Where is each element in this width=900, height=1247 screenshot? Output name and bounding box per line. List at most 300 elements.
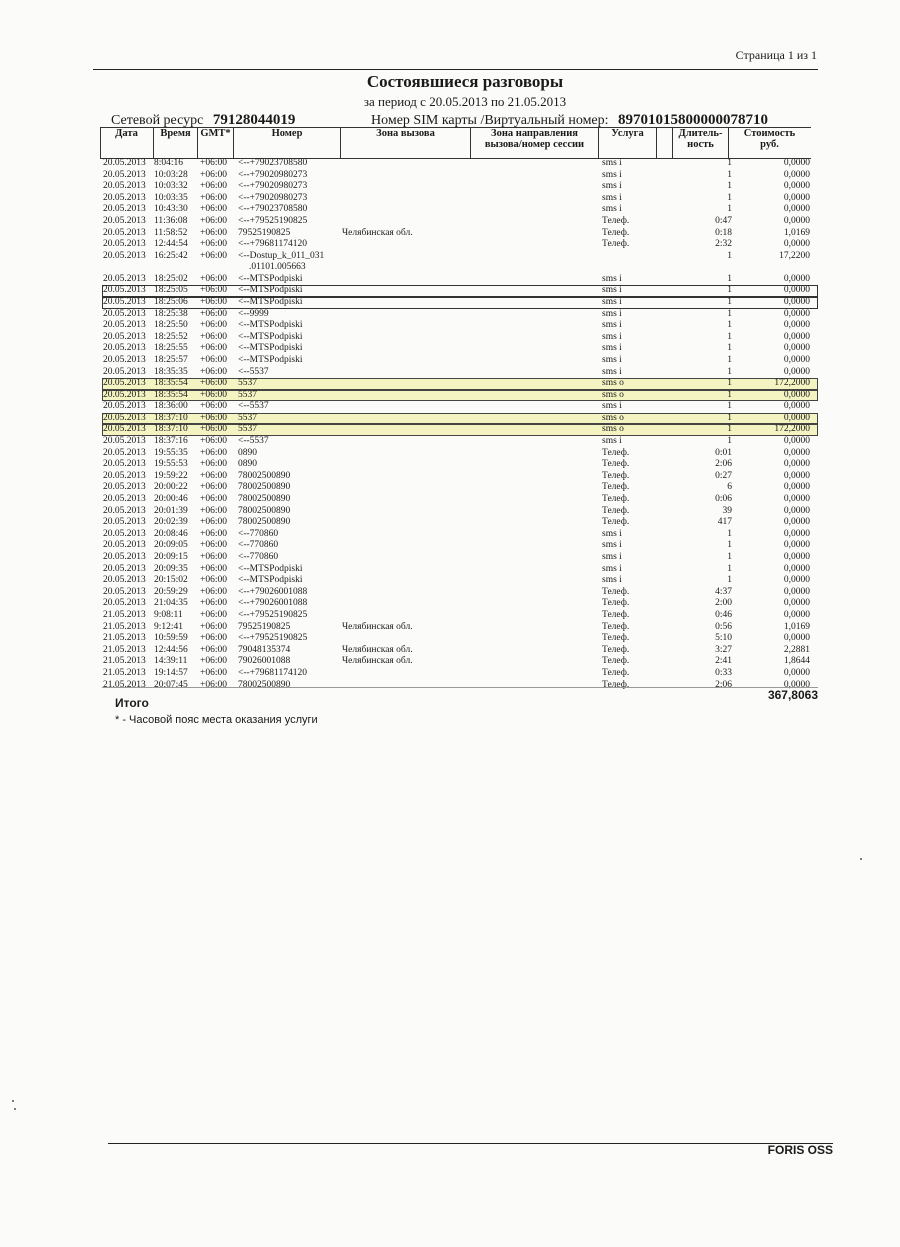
cell-number: 5537 — [238, 412, 257, 423]
col-duration-header — [673, 128, 728, 156]
cell-time: 9:12:41 — [154, 621, 184, 632]
cell-cost: 0,0000 — [783, 320, 810, 331]
cell-service: Телеф. — [602, 633, 630, 644]
cell-duration: 1 — [727, 320, 732, 331]
cell-date: 20.05.2013 — [103, 552, 146, 562]
cell-gmt: +06:00 — [200, 644, 227, 655]
cell-date: 20.05.2013 — [103, 528, 146, 539]
cell-time: 18:25:57 — [154, 354, 188, 365]
cell-service: sms i — [602, 192, 622, 203]
table-row — [102, 216, 818, 228]
col-duration-header-line1: Длитель- — [678, 128, 723, 139]
table-row — [102, 424, 818, 436]
cell-gmt: +06:00 — [200, 215, 227, 226]
cell-date: 20.05.2013 — [103, 273, 146, 284]
page-number: Страница 1 из 1 — [735, 48, 817, 62]
table-row — [102, 506, 818, 518]
cell-cost: 0,0000 — [783, 447, 810, 458]
cell-number: <--5537 — [238, 436, 269, 447]
cell-service: Телеф. — [602, 505, 630, 516]
cell-date: 20.05.2013 — [103, 494, 146, 505]
cell-gmt: +06:00 — [200, 378, 227, 389]
table-row — [102, 285, 818, 297]
col-direction-header — [471, 128, 598, 156]
cell-number: <--+79026001088 — [238, 598, 308, 609]
cell-number: <--MTSPodpiski — [238, 331, 303, 342]
cell-duration: 1 — [727, 389, 732, 400]
cell-duration: 1 — [727, 181, 732, 192]
scan-speck — [12, 1100, 14, 1102]
cell-number: <--770860 — [238, 528, 279, 539]
cell-number: <--+79023708580 — [238, 204, 308, 215]
cell-cost: 0,0000 — [783, 296, 810, 307]
cell-time: 14:39:11 — [154, 656, 188, 667]
cell-number: 0890 — [238, 459, 257, 470]
cell-duration: 1 — [727, 204, 732, 215]
cell-number: <--+79525190825 — [238, 609, 308, 620]
cell-gmt: +06:00 — [200, 528, 227, 539]
cell-number: <--MTSPodpiski — [238, 354, 303, 365]
cell-cost: 0,0000 — [783, 540, 810, 551]
cell-gmt: +06:00 — [200, 656, 227, 667]
cell-service: Телеф. — [602, 609, 630, 620]
cell-date: 21.05.2013 — [103, 667, 146, 678]
cell-gmt: +06:00 — [200, 609, 227, 620]
cell-cost: 0,0000 — [783, 667, 810, 678]
cell-gmt: +06:00 — [200, 494, 227, 505]
cell-gmt: +06:00 — [200, 667, 227, 678]
cell-duration: 2:06 — [715, 459, 732, 470]
cell-duration: 0:47 — [715, 215, 732, 226]
cell-duration: 2:06 — [715, 679, 732, 690]
cell-date: 20.05.2013 — [103, 308, 146, 319]
cell-cost: 172,2000 — [774, 424, 810, 435]
total-divider — [102, 687, 818, 688]
table-row — [102, 471, 818, 483]
cell-number: <--MTSPodpiski — [238, 343, 303, 354]
table-row — [102, 170, 818, 182]
cell-cost: 0,0000 — [783, 633, 810, 644]
cell-duration: 1 — [727, 552, 732, 562]
scan-speck — [14, 1108, 16, 1110]
cell-date: 20.05.2013 — [103, 575, 146, 586]
cell-number: <--+79026001088 — [238, 586, 308, 597]
cell-service: Телеф. — [602, 598, 630, 609]
cell-time: 18:36:00 — [154, 401, 188, 412]
cell-cost: 1,8644 — [783, 656, 810, 667]
cell-cost: 0,0000 — [783, 192, 810, 203]
table-row — [102, 517, 818, 529]
cell-number: 5537 — [238, 389, 257, 400]
cell-zone: Челябинская обл. — [342, 621, 413, 632]
cell-time: 12:44:54 — [154, 239, 188, 250]
cell-service: sms i — [602, 331, 622, 342]
cell-time: 18:25:50 — [154, 320, 188, 331]
cell-date: 20.05.2013 — [103, 239, 146, 250]
table-row — [102, 529, 818, 541]
cell-zone: Челябинская обл. — [342, 227, 413, 238]
cell-number: 78002500890 — [238, 482, 291, 493]
cell-service: sms i — [602, 204, 622, 215]
sim-value: 89701015800000078710 — [618, 112, 769, 128]
cell-service: Телеф. — [602, 470, 630, 481]
cell-date: 20.05.2013 — [103, 424, 146, 435]
cell-gmt: +06:00 — [200, 563, 227, 574]
cell-date: 20.05.2013 — [103, 331, 146, 342]
table-row — [102, 436, 818, 448]
cell-number: 78002500890 — [238, 470, 291, 481]
cell-duration: 1 — [727, 331, 732, 342]
cell-time: 20:59:29 — [154, 586, 188, 597]
total-value: 367,8063 — [767, 688, 818, 702]
cell-service: sms i — [602, 308, 622, 319]
table-row — [102, 645, 818, 657]
cell-time: 18:25:38 — [154, 308, 188, 319]
table-row — [102, 204, 818, 216]
cell-duration: 2:00 — [715, 598, 732, 609]
cell-duration: 0:27 — [715, 470, 732, 481]
cell-gmt: +06:00 — [200, 540, 227, 551]
cell-cost: 0,0000 — [783, 285, 810, 296]
top-divider — [93, 69, 818, 70]
cell-cost: 0,0000 — [783, 331, 810, 342]
cell-service: sms i — [602, 343, 622, 354]
cell-service: sms i — [602, 436, 622, 447]
cell-number: <--5537 — [238, 366, 269, 377]
cell-gmt: +06:00 — [200, 343, 227, 354]
cell-gmt: +06:00 — [200, 204, 227, 215]
cell-cost: 0,0000 — [783, 494, 810, 505]
cell-gmt: +06:00 — [200, 412, 227, 423]
table-row — [102, 367, 818, 379]
cell-duration: 0:18 — [715, 227, 732, 238]
cell-date: 20.05.2013 — [103, 447, 146, 458]
cell-number: 78002500890 — [238, 494, 291, 505]
table-row — [102, 181, 818, 193]
cell-gmt: +06:00 — [200, 401, 227, 412]
cell-cost: 0,0000 — [783, 482, 810, 493]
cell-number: <--MTSPodpiski — [238, 320, 303, 331]
table-row — [102, 343, 818, 355]
cell-cost: 0,0000 — [783, 598, 810, 609]
col-number-header: Номер — [271, 128, 303, 139]
cell-time: 18:25:52 — [154, 331, 188, 342]
cell-time: 18:25:55 — [154, 343, 188, 354]
cell-number: <--770860 — [238, 552, 279, 562]
network-resource-value: 79128044019 — [212, 112, 296, 128]
cell-number: <--770860 — [238, 540, 279, 551]
cell-service: sms i — [602, 320, 622, 331]
cell-time: 20:00:22 — [154, 482, 188, 493]
bottom-divider — [108, 1143, 833, 1144]
cell-duration: 0:33 — [715, 667, 732, 678]
cell-date: 20.05.2013 — [103, 563, 146, 574]
cell-date: 20.05.2013 — [103, 343, 146, 354]
cell-date: 21.05.2013 — [103, 644, 146, 655]
cell-cost: 0,0000 — [783, 552, 810, 562]
cell-service: Телеф. — [602, 459, 630, 470]
cell-gmt: +06:00 — [200, 331, 227, 342]
table-row — [102, 413, 818, 425]
cell-cost: 0,0000 — [783, 575, 810, 586]
cell-gmt: +06:00 — [200, 436, 227, 447]
cell-cost: 0,0000 — [783, 586, 810, 597]
table-row — [102, 564, 818, 576]
cell-duration: 1 — [727, 563, 732, 574]
cell-date: 20.05.2013 — [103, 227, 146, 238]
cell-gmt: +06:00 — [200, 552, 227, 562]
cell-number: <--+79020980273 — [238, 181, 308, 192]
cell-gmt: +06:00 — [200, 296, 227, 307]
cell-duration: 1 — [727, 424, 732, 435]
cell-date: 21.05.2013 — [103, 621, 146, 632]
footer-brand: FORIS OSS — [767, 1143, 833, 1157]
cell-cost: 0,0000 — [783, 181, 810, 192]
cell-time: 20:09:35 — [154, 563, 188, 574]
cell-duration: 1 — [727, 575, 732, 586]
cell-service: Телеф. — [602, 667, 630, 678]
cell-cost: 0,0000 — [783, 470, 810, 481]
table-row — [102, 320, 818, 332]
cell-service: sms i — [602, 158, 622, 168]
network-resource-label: Сетевой ресурс — [111, 113, 204, 128]
cell-duration: 1 — [727, 285, 732, 296]
cell-time: 18:35:35 — [154, 366, 188, 377]
cell-cost: 0,0000 — [783, 215, 810, 226]
cell-cost: 0,0000 — [783, 158, 810, 168]
cell-date: 20.05.2013 — [103, 482, 146, 493]
cell-cost: 0,0000 — [783, 436, 810, 447]
cell-date: 20.05.2013 — [103, 389, 146, 400]
cell-service: Телеф. — [602, 494, 630, 505]
cell-number: <--+79020980273 — [238, 192, 308, 203]
cell-date: 20.05.2013 — [103, 378, 146, 389]
report-title: Состоявшиеся разговоры — [366, 72, 564, 91]
cell-duration: 39 — [722, 505, 732, 516]
cell-gmt: +06:00 — [200, 575, 227, 586]
cell-cost: 0,0000 — [783, 609, 810, 620]
cell-gmt: +06:00 — [200, 192, 227, 203]
table-row — [102, 680, 818, 692]
cell-gmt: +06:00 — [200, 470, 227, 481]
cell-time: 20:02:39 — [154, 517, 188, 528]
table-row — [102, 297, 818, 309]
cell-gmt: +06:00 — [200, 273, 227, 284]
cell-date: 20.05.2013 — [103, 181, 146, 192]
cell-service: sms i — [602, 401, 622, 412]
cell-service: Телеф. — [602, 482, 630, 493]
cell-time: 10:03:35 — [154, 192, 188, 203]
cell-date: 20.05.2013 — [103, 586, 146, 597]
cell-date: 20.05.2013 — [103, 401, 146, 412]
cell-service: sms i — [602, 575, 622, 586]
cell-duration: 6 — [727, 482, 732, 493]
cell-service: sms i — [602, 169, 622, 180]
col-gmt-header: GMT* — [200, 128, 231, 139]
col-cost-header — [729, 128, 810, 156]
cell-service: sms i — [602, 528, 622, 539]
table-row — [102, 401, 818, 413]
cell-number: 79026001088 — [238, 656, 291, 667]
cell-number: <--+79020980273 — [238, 169, 308, 180]
cell-service: Телеф. — [602, 227, 630, 238]
cell-number — [238, 251, 324, 273]
cell-gmt: +06:00 — [200, 285, 227, 296]
cell-duration: 1 — [727, 378, 732, 389]
cell-duration: 4:37 — [715, 586, 732, 597]
cell-number: <--MTSPodpiski — [238, 563, 303, 574]
cell-duration: 0:01 — [715, 447, 732, 458]
cell-service: sms i — [602, 181, 622, 192]
cell-number: 79048135374 — [238, 644, 291, 655]
cell-time: 21:04:35 — [154, 598, 188, 609]
table-row — [102, 587, 818, 599]
cell-gmt: +06:00 — [200, 459, 227, 470]
cell-service: Телеф. — [602, 215, 630, 226]
cell-gmt: +06:00 — [200, 424, 227, 435]
cell-cost: 0,0000 — [783, 354, 810, 365]
cell-service: sms i — [602, 285, 622, 296]
cell-cost: 0,0000 — [783, 401, 810, 412]
cell-cost: 0,0000 — [783, 169, 810, 180]
calls-table-body — [102, 158, 818, 691]
cell-number: <--+79681174120 — [238, 239, 307, 250]
cell-time: 20:01:39 — [154, 505, 188, 516]
cell-gmt: +06:00 — [200, 517, 227, 528]
cell-duration: 1 — [727, 250, 732, 261]
cell-gmt: +06:00 — [200, 389, 227, 400]
cell-duration: 0:46 — [715, 609, 732, 620]
cell-date: 20.05.2013 — [103, 470, 146, 481]
table-row — [102, 193, 818, 205]
cell-gmt: +06:00 — [200, 586, 227, 597]
cell-time: 20:15:02 — [154, 575, 188, 586]
table-row — [102, 668, 818, 680]
cell-duration: 3:27 — [715, 644, 732, 655]
col-date-header: Дата — [115, 128, 138, 139]
cell-service: Телеф. — [602, 586, 630, 597]
cell-date: 21.05.2013 — [103, 679, 146, 690]
cell-time: 19:14:57 — [154, 667, 188, 678]
cell-service: Телеф. — [602, 644, 630, 655]
table-row — [102, 228, 818, 240]
cell-number-line1: <--Dostup_k_011_031 — [238, 250, 325, 261]
cell-cost: 0,0000 — [783, 563, 810, 574]
cell-gmt: +06:00 — [200, 250, 227, 261]
cell-time: 19:55:35 — [154, 447, 188, 458]
cell-duration: 1 — [727, 436, 732, 447]
cell-service: Телеф. — [602, 239, 630, 250]
cell-time: 12:44:56 — [154, 644, 188, 655]
cell-cost: 0,0000 — [783, 343, 810, 354]
cell-service: sms i — [602, 552, 622, 562]
cell-number: 78002500890 — [238, 679, 291, 690]
cell-gmt: +06:00 — [200, 354, 227, 365]
cell-date: 20.05.2013 — [103, 169, 146, 180]
cell-cost: 1,0169 — [783, 227, 810, 238]
table-row — [102, 575, 818, 587]
cell-service: sms i — [602, 366, 622, 377]
table-row — [102, 158, 818, 170]
col-zone-header: Зона вызова — [376, 128, 435, 139]
cell-time: 19:59:22 — [154, 470, 188, 481]
cell-date: 20.05.2013 — [103, 540, 146, 551]
cell-service: sms o — [602, 378, 624, 389]
cell-cost: 0,0000 — [783, 366, 810, 377]
cell-duration: 1 — [727, 192, 732, 203]
cell-duration: 2:32 — [715, 239, 732, 250]
cell-time: 20:08:46 — [154, 528, 188, 539]
cell-duration: 0:06 — [715, 494, 732, 505]
cell-zone: Челябинская обл. — [342, 644, 413, 655]
cell-service: sms o — [602, 424, 624, 435]
cell-time: 18:37:16 — [154, 436, 188, 447]
cell-service: Телеф. — [602, 517, 630, 528]
cell-date: 20.05.2013 — [103, 598, 146, 609]
cell-duration: 1 — [727, 169, 732, 180]
cell-duration: 1 — [727, 308, 732, 319]
cell-service: sms i — [602, 354, 622, 365]
cell-date: 20.05.2013 — [103, 459, 146, 470]
cell-time: 18:37:10 — [154, 424, 188, 435]
cell-number: <--9999 — [238, 308, 269, 319]
cell-time: 20:09:15 — [154, 552, 188, 562]
cell-time: 10:03:28 — [154, 169, 188, 180]
cell-gmt: +06:00 — [200, 598, 227, 609]
cell-gmt: +06:00 — [200, 505, 227, 516]
cell-gmt: +06:00 — [200, 366, 227, 377]
cell-number: 0890 — [238, 447, 257, 458]
cell-number: <--+79681174120 — [238, 667, 307, 678]
cell-cost: 0,0000 — [783, 412, 810, 423]
cell-time: 18:25:06 — [154, 296, 188, 307]
cell-gmt: +06:00 — [200, 320, 227, 331]
cell-duration: 417 — [717, 517, 732, 528]
cell-cost: 0,0000 — [783, 389, 810, 400]
cell-date: 20.05.2013 — [103, 296, 146, 307]
col-cost-header-line2: руб. — [760, 139, 779, 150]
cell-number: <--MTSPodpiski — [238, 575, 303, 586]
col-time-header: Время — [160, 128, 191, 139]
cell-number: 5537 — [238, 424, 257, 435]
cell-date: 20.05.2013 — [103, 204, 146, 215]
cell-service: sms i — [602, 540, 622, 551]
cell-time: 8:04:16 — [154, 158, 184, 168]
cell-number: 79525190825 — [238, 227, 291, 238]
cell-time: 20:07:45 — [154, 679, 188, 690]
table-row — [102, 494, 818, 506]
cell-date: 20.05.2013 — [103, 158, 146, 168]
cell-duration: 1 — [727, 401, 732, 412]
table-row — [102, 355, 818, 367]
cell-duration: 1 — [727, 540, 732, 551]
table-row — [102, 610, 818, 622]
cell-time: 18:35:54 — [154, 378, 188, 389]
sim-label: Номер SIM карты /Виртуальный номер: — [371, 113, 609, 128]
cell-time: 16:25:42 — [154, 250, 188, 261]
cell-duration: 1 — [727, 412, 732, 423]
cell-cost: 0,0000 — [783, 308, 810, 319]
cell-date: 20.05.2013 — [103, 412, 146, 423]
cell-date: 20.05.2013 — [103, 436, 146, 447]
cell-time: 18:25:02 — [154, 273, 188, 284]
cell-duration: 1 — [727, 354, 732, 365]
col-service-header: Услуга — [611, 128, 644, 139]
cell-number: 79525190825 — [238, 621, 291, 632]
cell-date: 20.05.2013 — [103, 215, 146, 226]
cell-date: 20.05.2013 — [103, 366, 146, 377]
table-row — [102, 622, 818, 634]
